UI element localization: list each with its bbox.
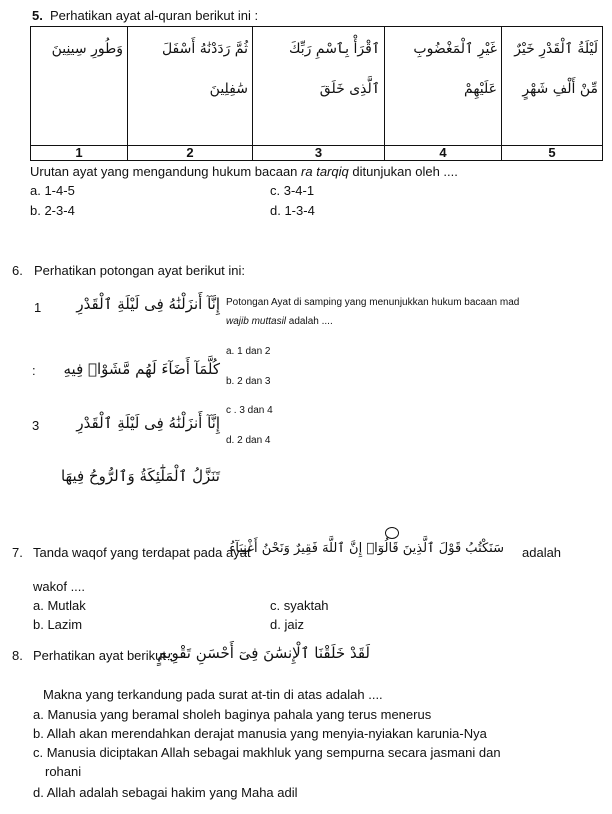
q5-option-c[interactable]: c. 3-4-1 [270, 183, 315, 198]
q5-prompt: Perhatikan ayat al-quran berikut ini : [50, 8, 259, 23]
q8-arabic: لَقَدْ خَلَقْنَا ٱلْإِنسَٰنَ فِىٓ أَحْسَنِ تَقْوِيمٍ [157, 644, 370, 662]
q6-prompt: Perhatikan potongan ayat berikut ini: [34, 263, 246, 278]
q5-verse-1: وَطُورِ سِينِينَ [31, 27, 128, 146]
q6-item-3-arabic: إِنَّآ أَنزَلْنَٰهُ فِى لَيْلَةِ ٱلْقَدْرِ [76, 414, 220, 432]
q5-number-4: 4 [385, 146, 502, 161]
q7-number: 7. [12, 545, 23, 560]
q5-verse-4: غَيْرِ ٱلْمَغْضُوبِ عَلَيْهِمْ [385, 27, 502, 146]
q5-number: 5. [32, 8, 43, 23]
q7-arabic: سَنَكْتُبُ قَوْلَ ٱلَّذِينَ قَالُوٓا۟ إِنَّ ٱللَّهَ فَقِيرٌ وَنَحْنُ أَغْنِيَآءُ [229, 541, 504, 556]
q7-prompt: Tanda waqof yang terdapat pada ayat [33, 545, 251, 560]
q8-option-c[interactable]: c. Manusia diciptakan Allah sebagai makhluk yang sempurna secara jasmani dan [33, 745, 501, 760]
q5-verse-table [30, 26, 603, 161]
q5-number-1: 1 [31, 146, 128, 161]
q5-number-2: 2 [128, 146, 253, 161]
q6-option-a[interactable]: a. 1 dan 2 [226, 346, 271, 357]
q6-item-2-arabic: كُلَّمَآ أَضَآءَ لَهُم مَّشَوْا۟ فِيهِ [63, 360, 220, 378]
q6-option-c[interactable]: c . 3 dan 4 [226, 405, 273, 416]
q7-option-a[interactable]: a. Mutlak [33, 598, 86, 613]
waqf-sign-circle [385, 527, 399, 539]
q5-verse-3: ٱقْرَأْ بِٱسْمِ رَبِّكَ ٱلَّذِى خَلَقَ [253, 27, 385, 146]
q7-option-b[interactable]: b. Lazim [33, 617, 83, 632]
q5-verse-5: لَيْلَةُ ٱلْقَدْرِ خَيْرٌ مِّنْ أَلْفِ شَهْرٍ [502, 27, 603, 146]
q6-item-1-arabic: إِنَّآ أَنزَلْنَٰهُ فِى لَيْلَةِ ٱلْقَدْرِ [76, 295, 220, 313]
q7-prompt-end: adalah [522, 545, 562, 560]
q6-side-text-line-1: Potongan Ayat di samping yang menunjukkan hukum bacaan mad [226, 297, 520, 308]
q8-prompt: Perhatikan ayat berikut : [33, 648, 174, 663]
q6-item-1-number: 1 [34, 300, 42, 315]
q8-number: 8. [12, 648, 23, 663]
q6-option-d[interactable]: d. 2 dan 4 [226, 435, 271, 446]
q8-option-a[interactable]: a. Manusia yang beramal sholeh baginya pahala yang terus menerus [33, 707, 432, 722]
q5-option-d[interactable]: d. 1-3-4 [270, 203, 315, 218]
q5-number-5: 5 [502, 146, 603, 161]
q8-question: Makna yang terkandung pada surat at-tin di atas adalah .... [43, 687, 383, 702]
q6-item-2-number: : [32, 363, 36, 378]
q7-prompt-continued: wakof .... [33, 579, 86, 594]
q5-verse-2: ثُمَّ رَدَدْنَٰهُ أَسْفَلَ سَٰفِلِينَ [128, 27, 253, 146]
q7-option-d[interactable]: d. jaiz [270, 617, 304, 632]
q5-question: Urutan ayat yang mengandung hukum bacaan ra tarqiq ditunjukan oleh .... [30, 164, 458, 179]
q5-option-b[interactable]: b. 2-3-4 [30, 203, 75, 218]
q6-side-text-line-2: wajib muttasil adalah .... [226, 316, 333, 327]
q6-item-4-arabic: تَنَزَّلُ ٱلْمَلَٰٓئِكَةُ وَٱلرُّوحُ فِيهَا [60, 467, 220, 485]
q8-option-c-continued: rohani [45, 764, 82, 779]
q7-option-c[interactable]: c. syaktah [270, 598, 329, 613]
q6-option-b[interactable]: b. 2 dan 3 [226, 376, 271, 387]
q5-option-a[interactable]: a. 1-4-5 [30, 183, 75, 198]
q8-option-d[interactable]: d. Allah adalah sebagai hakim yang Maha adil [33, 785, 298, 800]
q6-item-3-number: 3 [32, 418, 40, 433]
q8-option-b[interactable]: b. Allah akan merendahkan derajat manusia yang menyia-nyiakan karunia-Nya [33, 726, 487, 741]
q5-number-3: 3 [253, 146, 385, 161]
q6-number: 6. [12, 263, 23, 278]
